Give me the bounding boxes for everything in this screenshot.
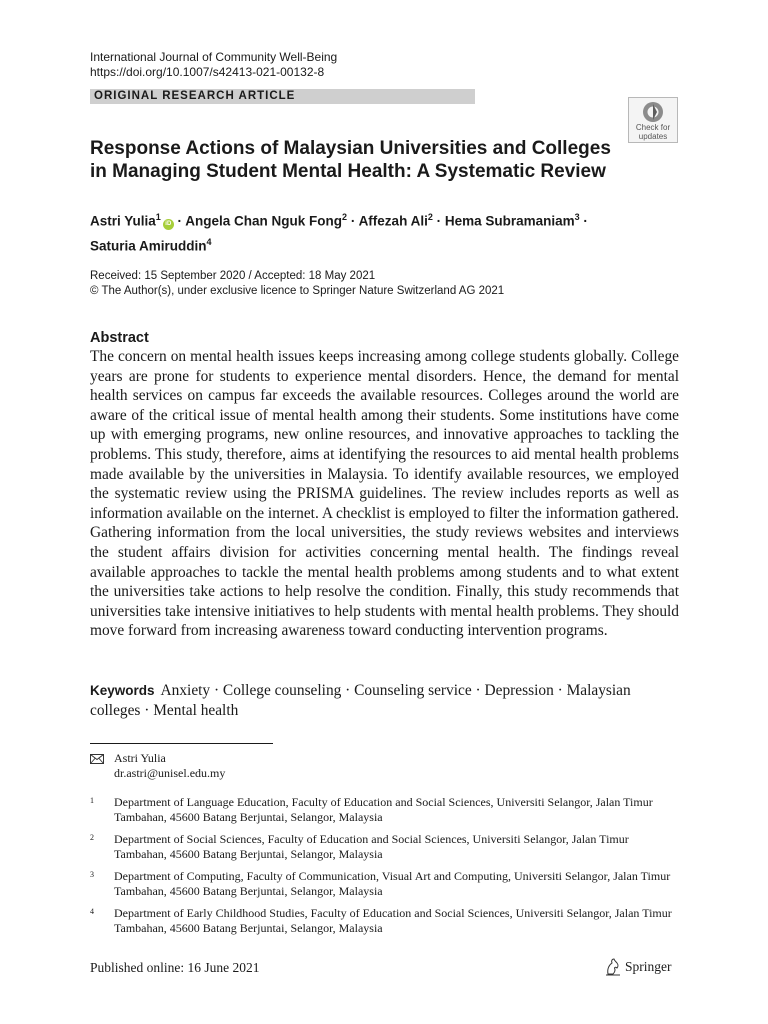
author-affiliation-mark: 2	[427, 212, 433, 222]
badge-line-1: Check for	[635, 123, 671, 132]
orcid-icon[interactable]: iD	[163, 219, 174, 230]
author-name[interactable]: Affezah Ali	[358, 213, 428, 229]
affiliation-number: 1	[90, 796, 94, 805]
author-separator: ·	[173, 213, 186, 229]
check-for-updates-icon	[642, 101, 664, 123]
journal-name: International Journal of Community Well-Being	[90, 50, 338, 64]
badge-line-2: updates	[638, 132, 668, 141]
affiliation-number: 2	[90, 833, 94, 842]
springer-horse-icon	[605, 958, 621, 976]
author-affiliation-mark: 4	[206, 236, 212, 247]
author-list	[90, 207, 690, 256]
article-type-bar: ORIGINAL RESEARCH ARTICLE	[90, 89, 475, 104]
affiliation-4	[90, 906, 680, 936]
published-online: Published online: 16 June 2021	[90, 960, 260, 975]
publisher-logo[interactable]	[605, 958, 672, 976]
keywords-list: Anxiety · College counseling · Counseling service · Depression · Malaysian colleges · Mental health	[90, 682, 631, 719]
affiliation-2	[90, 832, 680, 862]
publisher-name: Springer	[625, 959, 672, 974]
affiliation-number: 4	[90, 907, 94, 916]
author-name[interactable]: Hema Subramaniam	[444, 213, 575, 229]
abstract-heading: Abstract	[90, 330, 149, 346]
footnote-divider	[90, 743, 273, 744]
keywords-label: Keywords	[90, 683, 155, 698]
doi-link[interactable]: https://doi.org/10.1007/s42413-021-00132-8	[90, 65, 325, 79]
author-name[interactable]: Angela Chan Nguk Fong	[185, 213, 343, 229]
author-affiliation-mark: 2	[342, 212, 348, 222]
affiliation-text: Department of Social Sciences, Faculty of Education and Social Sciences, Universiti Selangor, Jalan Timur Tambahan, 45600 Batang Berjuntai, Selangor, Malaysia	[114, 832, 629, 861]
affiliation-text: Department of Early Childhood Studies, Faculty of Education and Social Sciences, Universiti Selangor, Jalan Timur Tambahan, 45600 Batang Berjuntai, Selangor, Malaysia	[114, 906, 672, 935]
publication-dates	[90, 269, 504, 299]
title-line-2: in Managing Student Mental Health: A Systematic Review	[90, 161, 606, 182]
abstract-text: The concern on mental health issues keeps increasing among college students globally. College years are prone for students to experience mental disorders. Hence, the demand for mental health services on campus far exceeds the available resources. Colleges around the world are aware of the critical issue of mental health among their students. Some institutions have come up with emerging programs, new online resources, and innovative approaches to tackling the problems. This study, therefore, aims at identifying the resources to aid mental health problems made available by the universities in Malaysia. To identify available resources, we employed the systematic review using the PRISMA guidelines. The review includes reports as well as information available on the internet. A checklist is employed to filter the information gathered. Gathering information from the local universities, the study reviews websites and interviews the student affairs division for activities concerning mental health. The findings reveal available approaches to tackle the mental health problems among students and to what extent the universities take actions to help resolve the condition. Finally, this study recommends that universities take intensive initiatives to help students with mental health problems. They should move forward from increasing awareness toward conducting intervention programs.	[90, 348, 679, 640]
author-affiliation-mark: 3	[574, 212, 580, 222]
title-line-1: Response Actions of Malaysian Universities and Colleges	[90, 138, 611, 159]
corresponding-author-email[interactable]: dr.astri@unisel.edu.my	[114, 766, 226, 780]
corresponding-author-name: Astri Yulia	[114, 751, 166, 765]
author-separator: ·	[432, 213, 445, 229]
author-name[interactable]: Saturia Amiruddin	[90, 238, 207, 253]
envelope-icon	[90, 754, 104, 764]
affiliation-number: 3	[90, 870, 94, 879]
paper-title	[90, 137, 620, 183]
correspondence	[90, 751, 225, 781]
author-name[interactable]: Astri Yulia	[90, 213, 156, 229]
author-affiliation-mark: 1	[155, 212, 161, 222]
received-accepted: Received: 15 September 2020 / Accepted: 18 May 2021	[90, 270, 376, 282]
check-for-updates-badge[interactable]	[628, 97, 678, 143]
author-separator: ·	[579, 213, 588, 229]
author-separator: ·	[347, 213, 359, 229]
journal-header	[90, 50, 337, 80]
affiliation-text: Department of Language Education, Faculty of Education and Social Sciences, Universiti Selangor, Jalan Timur Tambahan, 45600 Batang Berjuntai, Selangor, Malaysia	[114, 795, 653, 824]
affiliation-1	[90, 795, 680, 825]
affiliation-text: Department of Computing, Faculty of Communication, Visual Art and Computing, Universiti Selangor, Jalan Timur Tambahan, 45600 Batang Berjuntai, Selangor, Malaysia	[114, 869, 671, 898]
keywords	[90, 681, 679, 721]
affiliation-3	[90, 869, 680, 899]
copyright-notice: © The Author(s), under exclusive licence to Springer Nature Switzerland AG 2021	[90, 285, 505, 297]
